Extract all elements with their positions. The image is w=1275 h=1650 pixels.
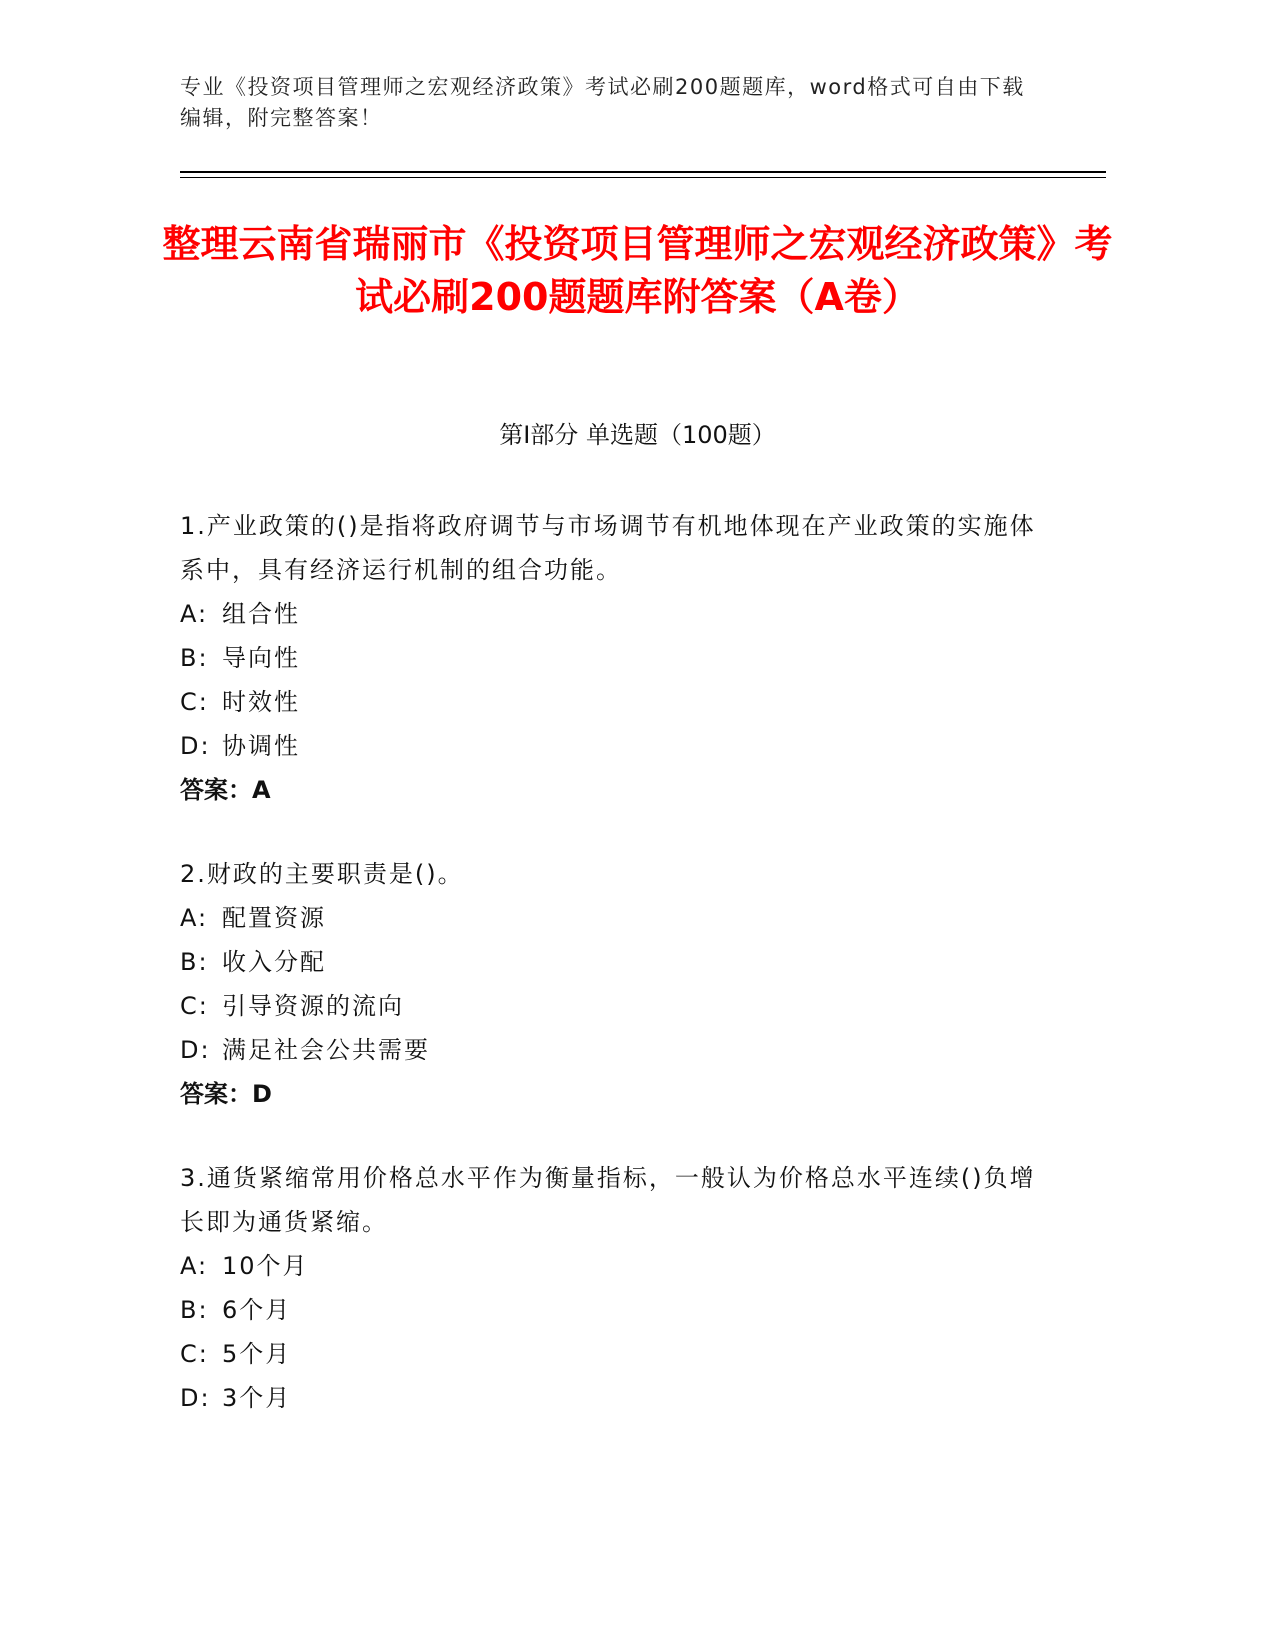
option-letter: D:: [180, 732, 211, 760]
question-stem: 3.通货紧缩常用价格总水平作为衡量指标，一般认为价格总水平连续()负增长即为通货紧缩。: [180, 1164, 1036, 1236]
option-a: [180, 896, 1040, 940]
option-letter: A:: [180, 904, 209, 932]
option-text: 引导资源的流向: [222, 992, 404, 1020]
option-d: [180, 1028, 1040, 1072]
question-stem: 2.财政的主要职责是()。: [180, 860, 464, 888]
option-letter: D:: [180, 1384, 211, 1412]
option-text: 10个月: [222, 1252, 309, 1280]
option-text: 6个月: [222, 1296, 292, 1324]
question-stem: 1.产业政策的()是指将政府调节与市场调节有机地体现在产业政策的实施体系中，具有经济运行机制的组合功能。: [180, 512, 1036, 584]
section-heading: 第Ⅰ部分 单选题（100题）: [499, 421, 776, 449]
option-text: 导向性: [222, 644, 300, 672]
option-letter: B:: [180, 948, 209, 976]
option-text: 协调性: [222, 732, 300, 760]
header-divider-thin: [180, 177, 1106, 178]
question-2: [180, 852, 1040, 1116]
option-c: [180, 1332, 1040, 1376]
option-a: [180, 1244, 1040, 1288]
option-text: 配置资源: [222, 904, 326, 932]
option-letter: C:: [180, 992, 209, 1020]
question-1: [180, 504, 1040, 812]
option-b: [180, 1288, 1040, 1332]
option-text: 3个月: [222, 1384, 292, 1412]
option-letter: C:: [180, 1340, 209, 1368]
question-list: [180, 504, 1040, 1460]
option-letter: B:: [180, 644, 209, 672]
option-text: 组合性: [222, 600, 300, 628]
header-divider-thick: [180, 171, 1106, 173]
answer-line: 答案：A: [180, 776, 271, 804]
option-c: [180, 680, 1040, 724]
option-text: 满足社会公共需要: [222, 1036, 430, 1064]
option-c: [180, 984, 1040, 1028]
answer-line: 答案：D: [180, 1080, 272, 1108]
document-title: 整理云南省瑞丽市《投资项目管理师之宏观经济政策》考试必刷200题题库附答案（A卷）: [162, 222, 1113, 319]
option-d: [180, 1376, 1040, 1420]
option-letter: B:: [180, 1296, 209, 1324]
option-letter: D:: [180, 1036, 211, 1064]
option-letter: A:: [180, 600, 209, 628]
option-b: [180, 636, 1040, 680]
header-note: 专业《投资项目管理师之宏观经济政策》考试必刷200题题库，word格式可自由下载编辑，附完整答案！: [180, 75, 1025, 130]
question-3: [180, 1156, 1040, 1420]
option-b: [180, 940, 1040, 984]
option-letter: C:: [180, 688, 209, 716]
option-d: [180, 724, 1040, 768]
option-text: 收入分配: [222, 948, 326, 976]
option-text: 时效性: [222, 688, 300, 716]
option-letter: A:: [180, 1252, 209, 1280]
option-a: [180, 592, 1040, 636]
option-text: 5个月: [222, 1340, 292, 1368]
